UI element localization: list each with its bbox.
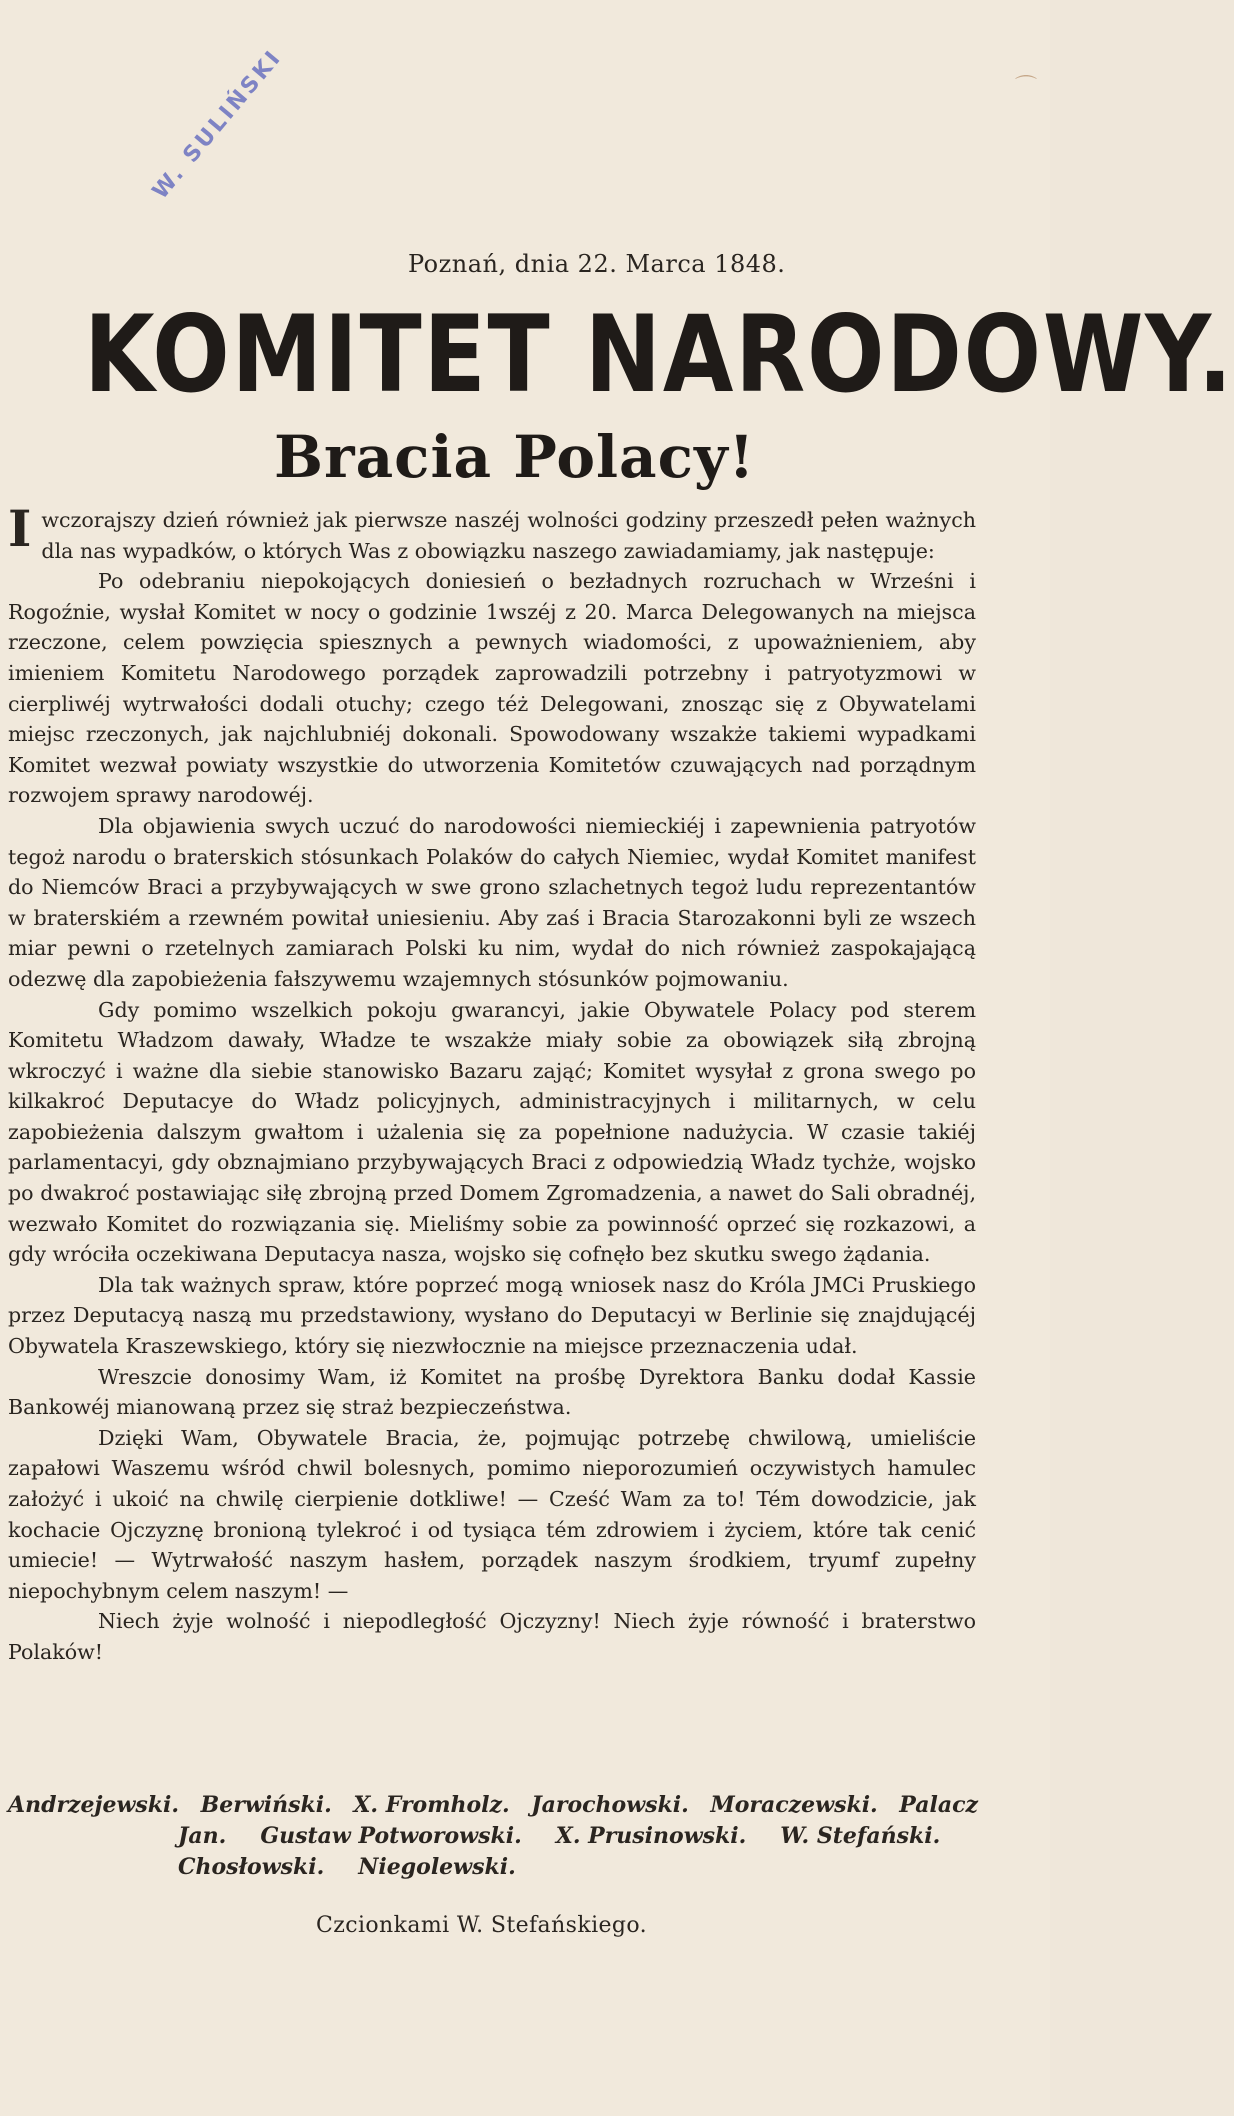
paragraph-8: Niech żyje wolność i niepodległość Ojczyzny! Niech żyje równość i braterstwo Polaków! (8, 1609, 976, 1664)
signature: Jan. (178, 1823, 227, 1849)
paragraph-1 (8, 499, 976, 566)
headline: KOMITET NARODOWY. (84, 293, 1234, 416)
paragraph-text: wczorajszy dzień również jak pierwsze naszéj wolności godziny przeszedł pełen ważnych dla nas wypadków, o których Was z obowiązku naszego zawiadamiamy, jak następuje: (41, 508, 976, 563)
greeting: Bracia Polacy! (274, 423, 756, 491)
signature: X. Fromholz. (353, 1792, 510, 1818)
signature-line-1 (8, 1790, 978, 1821)
signature: Moraczewski. (710, 1792, 878, 1818)
drop-cap: I (8, 499, 32, 558)
corner-pencil-mark: ⌒ (1015, 75, 1038, 100)
paragraph-2: Po odebraniu niepokojących doniesień o bezładnych rozruchach w Wrześni i Rogoźnie, wysłał Komitet w nocy o godzinie 1wszéj z 20. Marca Delegowanych na miejsca rzeczone, celem powzięcia spiesznych a pewnych wiadomości, z upoważnieniem, aby imieniem Komitetu Narodowego porządek zaprowadzili potrzebny i patryotyzmowi w cierpliwéj wytrwałości dodali otuchy; czego téż Delegowani, znosząc się z Obywatelami miejsc rzeczonych, jak najchlubniéj dokonali. Spowodowany wszakże takiemi wypadkami Komitet wezwał powiaty wszystkie do utworzenia Komitetów czuwających nad porządnym rozwojem sprawy narodowéj. (8, 569, 976, 808)
signature: Gustaw Potworowski. (260, 1823, 522, 1849)
signature: X. Prusinowski. (555, 1823, 747, 1849)
paragraph-5: Dla tak ważnych spraw, które poprzeć mogą wniosek nasz do Króla JMCi Pruskiego przez Deputacyą naszą mu przedstawiony, wysłano do Deputacyi w Berlinie się znajdującéj Obywatela Kraszewskiego, który się niezwłocznie na miejsce przeznaczenia udał. (8, 1272, 976, 1359)
signatures-block (8, 1790, 978, 1883)
paragraph-6: Wreszcie donosimy Wam, iż Komitet na prośbę Dyrektora Banku dodał Kassie Bankowéj mianowaną przez się straż bezpieczeństwa. (8, 1364, 976, 1420)
signature-line-2 (8, 1821, 978, 1852)
paragraph-4: Gdy pomimo wszelkich pokoju gwarancyi, jakie Obywatele Polacy pod sterem Komitetu Władzom dawały, Władze te wszakże miały sobie za obowiązek siłą zbrojną wkroczyć i ważne dla siebie stanowisko Bazaru zająć; Komitet wysyłał z grona swego po kilkakroć Deputacye do Władz policyjnych, administracyjnych i militarnych, w celu zapobieżenia dalszym gwałtom i użalenia się za popełnione nadużycia. W czasie takiéj parlamentacyi, gdy obznajmiano przybywających Braci z odpowiedzią Władz tychże, wojsko po dwakroć postawiając siłę zbrojną przed Domem Zgromadzenia, a nawet do Sali obradnéj, wezwało Komitet do rozwiązania się. Mieliśmy sobie za powinność oprzeć się rozkazowi, a gdy wróciła oczekiwana Deputacya nasza, wojsko się cofnęło bez skutku swego żądania. (8, 997, 976, 1267)
signature: Andrzejewski. (8, 1792, 180, 1818)
printer-imprint: Czcionkami W. Stefańskiego. (316, 1913, 648, 1938)
signature: Jarochowski. (531, 1792, 689, 1818)
signature: Berwiński. (200, 1792, 332, 1818)
signature: Chosłowski. (178, 1854, 325, 1880)
library-stamp: W. SULIŃSKI (148, 44, 288, 205)
signature: W. Stefański. (780, 1823, 941, 1849)
proclamation-body (8, 499, 976, 1668)
signature-line-3 (8, 1852, 978, 1883)
paragraph-7: Dzięki Wam, Obywatele Bracia, że, pojmując potrzebę chwilową, umieliście zapałowi Waszemu wśród chwil bolesnych, pomimo nieporozumień oczywistych hamulec założyć i ukoić na chwilę cierpienie dotkliwe! — Cześć Wam za to! Tém dowodzicie, jak kochacie Ojczyznę bronioną tylekroć i od tysiąca tém zdrowiem i życiem, które tak cenić umiecie! — Wytrwałość naszym hasłem, porządek naszym środkiem, tryumf zupełny niepochybnym celem naszym! — (8, 1425, 976, 1603)
signature: Palacz (899, 1792, 978, 1818)
signature: Niegolewski. (358, 1854, 516, 1880)
paragraph-3: Dla objawienia swych uczuć do narodowości niemieckiéj i zapewnienia patryotów tegoż narodu o braterskich stósunkach Polaków do całych Niemiec, wydał Komitet manifest do Niemców Braci a przybywających w swe grono szlachetnych tegoż ludu reprezentantów w braterskiém a rzewném powitał uniesieniu. Aby zaś i Bracia Starozakonni byli ze wszech miar pewni o rzetelnych zamiarach Polski ku nim, wydał do nich również zaspokajającą odezwę dla zapobieżenia fałszywemu wzajemnych stósunków pojmowaniu. (8, 813, 976, 991)
dateline: Poznań, dnia 22. Marca 1848. (408, 250, 786, 278)
